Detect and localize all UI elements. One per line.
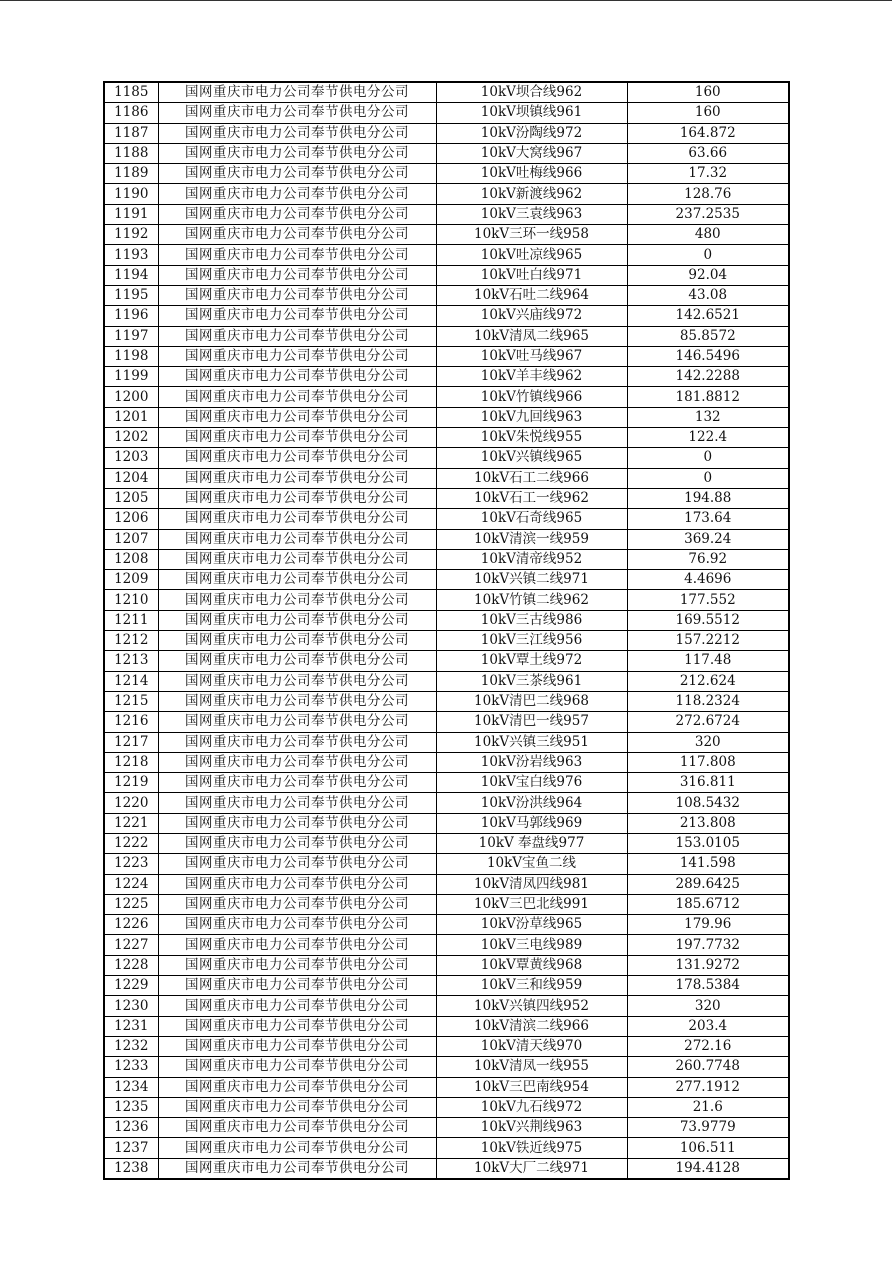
company-cell: 国网重庆市电力公司奉节供电分公司 — [158, 874, 436, 894]
table-row — [104, 306, 789, 326]
value-cell: 169.5512 — [627, 610, 789, 630]
value-cell: 194.4128 — [627, 1158, 789, 1179]
table-row — [104, 326, 789, 346]
row-number-cell: 1189 — [104, 164, 158, 184]
value-cell: 157.2212 — [627, 631, 789, 651]
company-cell: 国网重庆市电力公司奉节供电分公司 — [158, 285, 436, 305]
company-cell: 国网重庆市电力公司奉节供电分公司 — [158, 1118, 436, 1138]
line-name-cell: 10kV大窝线967 — [436, 143, 627, 163]
value-cell: 142.6521 — [627, 306, 789, 326]
value-cell: 17.32 — [627, 164, 789, 184]
row-number-cell: 1212 — [104, 631, 158, 651]
company-cell: 国网重庆市电力公司奉节供电分公司 — [158, 549, 436, 569]
table-row — [104, 1077, 789, 1097]
company-cell: 国网重庆市电力公司奉节供电分公司 — [158, 428, 436, 448]
company-cell: 国网重庆市电力公司奉节供电分公司 — [158, 468, 436, 488]
row-number-cell: 1200 — [104, 387, 158, 407]
value-cell: 177.552 — [627, 590, 789, 610]
value-cell: 106.511 — [627, 1138, 789, 1158]
row-number-cell: 1215 — [104, 691, 158, 711]
company-cell: 国网重庆市电力公司奉节供电分公司 — [158, 894, 436, 914]
line-name-cell: 10kV三和线959 — [436, 976, 627, 996]
table-row — [104, 428, 789, 448]
table-body — [104, 82, 789, 1179]
table-row — [104, 529, 789, 549]
line-name-cell: 10kV九石线972 — [436, 1097, 627, 1117]
row-number-cell: 1205 — [104, 488, 158, 508]
company-cell: 国网重庆市电力公司奉节供电分公司 — [158, 1077, 436, 1097]
company-cell: 国网重庆市电力公司奉节供电分公司 — [158, 833, 436, 853]
table-row — [104, 671, 789, 691]
value-cell: 260.7748 — [627, 1057, 789, 1077]
table-row — [104, 1118, 789, 1138]
line-name-cell: 10kV三袁线963 — [436, 204, 627, 224]
line-name-cell: 10kV覃土线972 — [436, 651, 627, 671]
table-row — [104, 184, 789, 204]
line-name-cell: 10kV马郭线969 — [436, 813, 627, 833]
company-cell: 国网重庆市电力公司奉节供电分公司 — [158, 955, 436, 975]
company-cell: 国网重庆市电力公司奉节供电分公司 — [158, 488, 436, 508]
company-cell: 国网重庆市电力公司奉节供电分公司 — [158, 813, 436, 833]
row-number-cell: 1202 — [104, 428, 158, 448]
value-cell: 92.04 — [627, 265, 789, 285]
value-cell: 237.2535 — [627, 204, 789, 224]
table-row — [104, 976, 789, 996]
table-row — [104, 1016, 789, 1036]
line-name-cell: 10kV石工二线966 — [436, 468, 627, 488]
row-number-cell: 1209 — [104, 570, 158, 590]
line-name-cell: 10kV朱悦线955 — [436, 428, 627, 448]
table-row — [104, 955, 789, 975]
value-cell: 316.811 — [627, 773, 789, 793]
row-number-cell: 1229 — [104, 976, 158, 996]
value-cell: 73.9779 — [627, 1118, 789, 1138]
row-number-cell: 1185 — [104, 82, 158, 103]
company-cell: 国网重庆市电力公司奉节供电分公司 — [158, 448, 436, 468]
value-cell: 480 — [627, 225, 789, 245]
table-row — [104, 1057, 789, 1077]
row-number-cell: 1199 — [104, 367, 158, 387]
value-cell: 272.6724 — [627, 712, 789, 732]
row-number-cell: 1187 — [104, 123, 158, 143]
line-name-cell: 10kV三江线956 — [436, 631, 627, 651]
page-top-border — [0, 0, 892, 1]
value-cell: 4.4696 — [627, 570, 789, 590]
table-row — [104, 265, 789, 285]
line-name-cell: 10kV兴荆线963 — [436, 1118, 627, 1138]
line-name-cell: 10kV三电线989 — [436, 935, 627, 955]
company-cell: 国网重庆市电力公司奉节供电分公司 — [158, 1036, 436, 1056]
line-name-cell: 10kV新渡线962 — [436, 184, 627, 204]
table-row — [104, 1158, 789, 1179]
value-cell: 178.5384 — [627, 976, 789, 996]
table-row — [104, 1036, 789, 1056]
row-number-cell: 1206 — [104, 509, 158, 529]
row-number-cell: 1234 — [104, 1077, 158, 1097]
value-cell: 131.9272 — [627, 955, 789, 975]
value-cell: 289.6425 — [627, 874, 789, 894]
company-cell: 国网重庆市电力公司奉节供电分公司 — [158, 1158, 436, 1179]
value-cell: 108.5432 — [627, 793, 789, 813]
line-name-cell: 10kV清滨二线966 — [436, 1016, 627, 1036]
row-number-cell: 1191 — [104, 204, 158, 224]
company-cell: 国网重庆市电力公司奉节供电分公司 — [158, 184, 436, 204]
company-cell: 国网重庆市电力公司奉节供电分公司 — [158, 529, 436, 549]
row-number-cell: 1225 — [104, 894, 158, 914]
table-row — [104, 367, 789, 387]
company-cell: 国网重庆市电力公司奉节供电分公司 — [158, 570, 436, 590]
table-row — [104, 1138, 789, 1158]
line-name-cell: 10kV覃黄线968 — [436, 955, 627, 975]
value-cell: 85.8572 — [627, 326, 789, 346]
table-row — [104, 387, 789, 407]
value-cell: 164.872 — [627, 123, 789, 143]
value-cell: 142.2288 — [627, 367, 789, 387]
row-number-cell: 1237 — [104, 1138, 158, 1158]
line-name-cell: 10kV九回线963 — [436, 407, 627, 427]
value-cell: 185.6712 — [627, 894, 789, 914]
line-name-cell: 10kV羊丰线962 — [436, 367, 627, 387]
row-number-cell: 1210 — [104, 590, 158, 610]
line-name-cell: 10kV竹镇二线962 — [436, 590, 627, 610]
table-row — [104, 204, 789, 224]
line-name-cell: 10kV铁近线975 — [436, 1138, 627, 1158]
row-number-cell: 1218 — [104, 752, 158, 772]
table-row — [104, 468, 789, 488]
company-cell: 国网重庆市电力公司奉节供电分公司 — [158, 407, 436, 427]
company-cell: 国网重庆市电力公司奉节供电分公司 — [158, 204, 436, 224]
line-name-cell: 10kV清滨一线959 — [436, 529, 627, 549]
table-row — [104, 712, 789, 732]
line-name-cell: 10kV兴镇线965 — [436, 448, 627, 468]
table-row — [104, 874, 789, 894]
line-name-cell: 10kV大厂二线971 — [436, 1158, 627, 1179]
company-cell: 国网重庆市电力公司奉节供电分公司 — [158, 671, 436, 691]
table-row — [104, 82, 789, 103]
value-cell: 194.88 — [627, 488, 789, 508]
company-cell: 国网重庆市电力公司奉节供电分公司 — [158, 387, 436, 407]
company-cell: 国网重庆市电力公司奉节供电分公司 — [158, 976, 436, 996]
row-number-cell: 1232 — [104, 1036, 158, 1056]
line-name-cell: 10kV宝鱼二线 — [436, 854, 627, 874]
line-name-cell: 10kV三巴南线954 — [436, 1077, 627, 1097]
value-cell: 272.16 — [627, 1036, 789, 1056]
company-cell: 国网重庆市电力公司奉节供电分公司 — [158, 225, 436, 245]
table-row — [104, 752, 789, 772]
row-number-cell: 1217 — [104, 732, 158, 752]
value-cell: 63.66 — [627, 143, 789, 163]
value-cell: 21.6 — [627, 1097, 789, 1117]
company-cell: 国网重庆市电力公司奉节供电分公司 — [158, 915, 436, 935]
row-number-cell: 1197 — [104, 326, 158, 346]
table-row — [104, 103, 789, 123]
table-row — [104, 833, 789, 853]
line-name-cell: 10kV吐白线971 — [436, 265, 627, 285]
table-row — [104, 854, 789, 874]
line-name-cell: 10kV竹镇线966 — [436, 387, 627, 407]
row-number-cell: 1208 — [104, 549, 158, 569]
company-cell: 国网重庆市电力公司奉节供电分公司 — [158, 773, 436, 793]
line-name-cell: 10kV石工一线962 — [436, 488, 627, 508]
table-row — [104, 225, 789, 245]
line-name-cell: 10kV汾陶线972 — [436, 123, 627, 143]
value-cell: 132 — [627, 407, 789, 427]
value-cell: 141.598 — [627, 854, 789, 874]
row-number-cell: 1214 — [104, 671, 158, 691]
table-row — [104, 123, 789, 143]
table-row — [104, 448, 789, 468]
company-cell: 国网重庆市电力公司奉节供电分公司 — [158, 306, 436, 326]
value-cell: 179.96 — [627, 915, 789, 935]
value-cell: 117.48 — [627, 651, 789, 671]
value-cell: 197.7732 — [627, 935, 789, 955]
line-name-cell: 10kV清巴一线957 — [436, 712, 627, 732]
value-cell: 181.8812 — [627, 387, 789, 407]
company-cell: 国网重庆市电力公司奉节供电分公司 — [158, 935, 436, 955]
line-name-cell: 10kV宝白线976 — [436, 773, 627, 793]
row-number-cell: 1194 — [104, 265, 158, 285]
company-cell: 国网重庆市电力公司奉节供电分公司 — [158, 1016, 436, 1036]
table-row — [104, 793, 789, 813]
row-number-cell: 1231 — [104, 1016, 158, 1036]
table-row — [104, 1097, 789, 1117]
table-row — [104, 691, 789, 711]
row-number-cell: 1226 — [104, 915, 158, 935]
line-name-cell: 10kV兴庙线972 — [436, 306, 627, 326]
row-number-cell: 1188 — [104, 143, 158, 163]
row-number-cell: 1201 — [104, 407, 158, 427]
value-cell: 213.808 — [627, 813, 789, 833]
table-row — [104, 570, 789, 590]
row-number-cell: 1236 — [104, 1118, 158, 1138]
company-cell: 国网重庆市电力公司奉节供电分公司 — [158, 509, 436, 529]
value-cell: 160 — [627, 103, 789, 123]
row-number-cell: 1204 — [104, 468, 158, 488]
value-cell: 320 — [627, 996, 789, 1016]
table-row — [104, 996, 789, 1016]
value-cell: 173.64 — [627, 509, 789, 529]
line-name-cell: 10kV坝合线962 — [436, 82, 627, 103]
table-row — [104, 245, 789, 265]
value-cell: 277.1912 — [627, 1077, 789, 1097]
value-cell: 43.08 — [627, 285, 789, 305]
line-name-cell: 10kV清巴二线968 — [436, 691, 627, 711]
company-cell: 国网重庆市电力公司奉节供电分公司 — [158, 326, 436, 346]
line-name-cell: 10kV兴镇四线952 — [436, 996, 627, 1016]
value-cell: 117.808 — [627, 752, 789, 772]
line-name-cell: 10kV汾草线965 — [436, 915, 627, 935]
row-number-cell: 1223 — [104, 854, 158, 874]
row-number-cell: 1186 — [104, 103, 158, 123]
table-row — [104, 164, 789, 184]
value-cell: 160 — [627, 82, 789, 103]
line-name-cell: 10kV兴镇三线951 — [436, 732, 627, 752]
company-cell: 国网重庆市电力公司奉节供电分公司 — [158, 691, 436, 711]
table-row — [104, 915, 789, 935]
company-cell: 国网重庆市电力公司奉节供电分公司 — [158, 793, 436, 813]
table-row — [104, 894, 789, 914]
value-cell: 212.624 — [627, 671, 789, 691]
row-number-cell: 1233 — [104, 1057, 158, 1077]
row-number-cell: 1228 — [104, 955, 158, 975]
table-row — [104, 773, 789, 793]
company-cell: 国网重庆市电力公司奉节供电分公司 — [158, 752, 436, 772]
line-name-cell: 10kV 奉盘线977 — [436, 833, 627, 853]
row-number-cell: 1196 — [104, 306, 158, 326]
line-name-cell: 10kV汾洪线964 — [436, 793, 627, 813]
company-cell: 国网重庆市电力公司奉节供电分公司 — [158, 346, 436, 366]
company-cell: 国网重庆市电力公司奉节供电分公司 — [158, 103, 436, 123]
value-cell: 369.24 — [627, 529, 789, 549]
line-name-cell: 10kV清凤四线981 — [436, 874, 627, 894]
table-row — [104, 935, 789, 955]
row-number-cell: 1203 — [104, 448, 158, 468]
line-name-cell: 10kV清凤二线965 — [436, 326, 627, 346]
company-cell: 国网重庆市电力公司奉节供电分公司 — [158, 712, 436, 732]
table-row — [104, 631, 789, 651]
row-number-cell: 1192 — [104, 225, 158, 245]
row-number-cell: 1198 — [104, 346, 158, 366]
line-name-cell: 10kV清凤一线955 — [436, 1057, 627, 1077]
line-name-cell: 10kV汾岩线963 — [436, 752, 627, 772]
line-name-cell: 10kV三茶线961 — [436, 671, 627, 691]
table-row — [104, 813, 789, 833]
table-row — [104, 488, 789, 508]
table-row — [104, 732, 789, 752]
line-name-cell: 10kV清天线970 — [436, 1036, 627, 1056]
company-cell: 国网重庆市电力公司奉节供电分公司 — [158, 590, 436, 610]
line-name-cell: 10kV清帝线952 — [436, 549, 627, 569]
table-row — [104, 509, 789, 529]
company-cell: 国网重庆市电力公司奉节供电分公司 — [158, 651, 436, 671]
company-cell: 国网重庆市电力公司奉节供电分公司 — [158, 631, 436, 651]
table-row — [104, 651, 789, 671]
row-number-cell: 1227 — [104, 935, 158, 955]
company-cell: 国网重庆市电力公司奉节供电分公司 — [158, 367, 436, 387]
value-cell: 146.5496 — [627, 346, 789, 366]
row-number-cell: 1224 — [104, 874, 158, 894]
row-number-cell: 1230 — [104, 996, 158, 1016]
row-number-cell: 1207 — [104, 529, 158, 549]
row-number-cell: 1238 — [104, 1158, 158, 1179]
company-cell: 国网重庆市电力公司奉节供电分公司 — [158, 610, 436, 630]
company-cell: 国网重庆市电力公司奉节供电分公司 — [158, 82, 436, 103]
value-cell: 76.92 — [627, 549, 789, 569]
value-cell: 122.4 — [627, 428, 789, 448]
row-number-cell: 1190 — [104, 184, 158, 204]
company-cell: 国网重庆市电力公司奉节供电分公司 — [158, 996, 436, 1016]
company-cell: 国网重庆市电力公司奉节供电分公司 — [158, 164, 436, 184]
company-cell: 国网重庆市电力公司奉节供电分公司 — [158, 1138, 436, 1158]
company-cell: 国网重庆市电力公司奉节供电分公司 — [158, 143, 436, 163]
table-row — [104, 549, 789, 569]
line-name-cell: 10kV吐梅线966 — [436, 164, 627, 184]
table-row — [104, 590, 789, 610]
line-name-cell: 10kV三环一线958 — [436, 225, 627, 245]
value-cell: 153.0105 — [627, 833, 789, 853]
line-name-cell: 10kV吐马线967 — [436, 346, 627, 366]
company-cell: 国网重庆市电力公司奉节供电分公司 — [158, 854, 436, 874]
company-cell: 国网重庆市电力公司奉节供电分公司 — [158, 245, 436, 265]
row-number-cell: 1221 — [104, 813, 158, 833]
line-name-cell: 10kV吐凉线965 — [436, 245, 627, 265]
table-row — [104, 407, 789, 427]
company-cell: 国网重庆市电力公司奉节供电分公司 — [158, 732, 436, 752]
line-name-cell: 10kV石吐二线964 — [436, 285, 627, 305]
row-number-cell: 1213 — [104, 651, 158, 671]
row-number-cell: 1211 — [104, 610, 158, 630]
line-name-cell: 10kV兴镇二线971 — [436, 570, 627, 590]
value-cell: 0 — [627, 245, 789, 265]
line-name-cell: 10kV石奇线965 — [436, 509, 627, 529]
data-table — [103, 81, 790, 1180]
line-name-cell: 10kV三巴北线991 — [436, 894, 627, 914]
row-number-cell: 1195 — [104, 285, 158, 305]
company-cell: 国网重庆市电力公司奉节供电分公司 — [158, 1057, 436, 1077]
value-cell: 203.4 — [627, 1016, 789, 1036]
value-cell: 128.76 — [627, 184, 789, 204]
value-cell: 0 — [627, 448, 789, 468]
value-cell: 0 — [627, 468, 789, 488]
row-number-cell: 1219 — [104, 773, 158, 793]
table-row — [104, 285, 789, 305]
row-number-cell: 1222 — [104, 833, 158, 853]
row-number-cell: 1220 — [104, 793, 158, 813]
line-name-cell: 10kV坝镇线961 — [436, 103, 627, 123]
value-cell: 118.2324 — [627, 691, 789, 711]
row-number-cell: 1235 — [104, 1097, 158, 1117]
row-number-cell: 1193 — [104, 245, 158, 265]
value-cell: 320 — [627, 732, 789, 752]
table-row — [104, 143, 789, 163]
company-cell: 国网重庆市电力公司奉节供电分公司 — [158, 123, 436, 143]
table-row — [104, 610, 789, 630]
company-cell: 国网重庆市电力公司奉节供电分公司 — [158, 265, 436, 285]
row-number-cell: 1216 — [104, 712, 158, 732]
line-name-cell: 10kV三古线986 — [436, 610, 627, 630]
company-cell: 国网重庆市电力公司奉节供电分公司 — [158, 1097, 436, 1117]
table-row — [104, 346, 789, 366]
